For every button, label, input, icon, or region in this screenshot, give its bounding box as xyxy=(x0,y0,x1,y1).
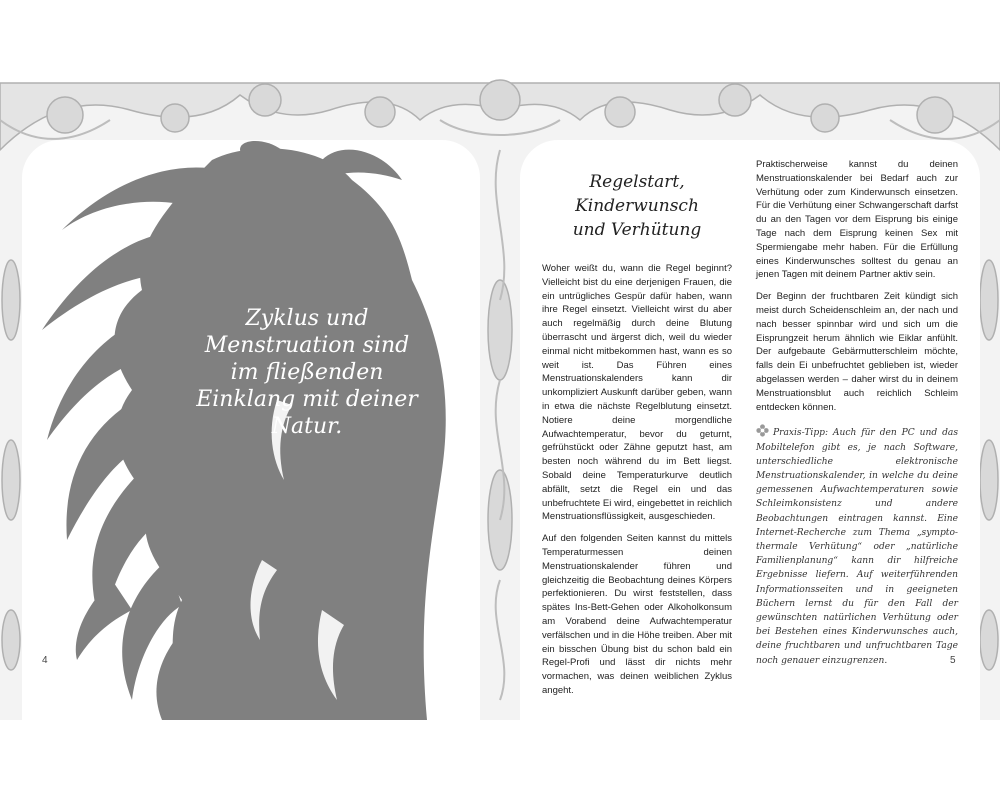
page-number-right: 5 xyxy=(950,655,956,666)
paragraph-temperaturmessen: Auf den folgenden Seiten kannst du mittels Temperaturmessen deinen Menstruationskalender führen und gleichzeitig die Beobachtung deines Körpers perfektionieren. Du wirst feststellen, dass spätes Ins-Bett-Gehen oder Alkoholkonsum am Vorabend deine Aufwachtemperatur verfälschen und in die Höhe treiben. Aber mit ein bisschen Übung bist du schon bald ein Regel-Profi und lässt dir nichts mehr vormachen, was deinen weiblichen Zyklus angeht. xyxy=(542,533,732,696)
paragraph-regelbeginn: Woher weißt du, wann die Regel beginnt? Vielleicht bist du eine derjenigen Frauen, die ein untrügliches Gespür dafür haben, wann ihre Regel einsetzt. Vielleicht wirst du aber auch regelmäßig durch deine Blutung überrascht und ärgerst dich, weil du wieder einmal nicht mitbekommen hast, wann es so weit ist. Das Führen eines Menstruationskalenders kann dir unkompliziert Auskunft darüber geben, wann in etwa die nächste Regelblutung einsetzt. Notiere deine morgendliche Aufwachtemperatur, bevor du geturnt, gefrühstückt oder Zähne geputzt hast, am besten noch während du im Bett liegst. Sobald deine Temperaturkurve deutlich abfällt, setzt die Regel ein und das unbefruchtete Ei wird, eingebettet in reichlich Menstruationsflüssigkeit, ausgeschieden. xyxy=(542,263,732,523)
cover-title: Zyklus und Menstruation sind im fließenden Einklang mit deiner Natur. xyxy=(196,306,418,439)
flower-icon xyxy=(756,424,769,437)
left-page xyxy=(22,140,480,720)
text-column-right xyxy=(756,158,958,668)
section-heading: Regelstart, Kinderwunsch und Verhütung xyxy=(572,172,702,240)
text-column-left xyxy=(542,262,732,706)
praxis-tipp-text: Praxis-Tipp: Auch für den PC und das Mobiltelefon gibt es, je nach Software, unterschiedliche elektronische Menstruationskalender, in welche du deine gemessenen Aufwachtemperaturen sowie Schleimkonsistenz und andere Beobachtungen eintragen kannst. Eine Internet-Recherche zum Thema „sympto-thermale Verhütung“ oder „natürliche Familienplanung“ kann dir hilfreiche Ergebnisse liefern. Auf weiterführenden Informationsseiten und in geeigneten Büchern lernst du für den Fall der gewünschten natürlichen Verhütung oder bei Bestehen eines Kinderwunsches auch, deine fruchtbaren und unfruchtbaren Tage noch genauer einzugrenzen. xyxy=(756,428,958,666)
page-number-left: 4 xyxy=(42,655,48,666)
praxis-tipp-box xyxy=(756,424,958,667)
paragraph-verhuetung: Praktischerweise kannst du deinen Menstruationskalender bei Bedarf auch zur Verhütung oder zum Kinderwunsch einsetzen. Für die Verhütung einer Schwangerschaft darfst du an den Tagen vor dem Eisprung bis einige Tage nach dem Eisprung keinen Sex mit Spermiengabe mehr haben. Für die Erfüllung eines Kinderwunsches solltest du genau an jenen Tagen mit deinem Partner aktiv sein. xyxy=(756,159,958,281)
paragraph-fruchtbare-zeit: Der Beginn der fruchtbaren Zeit kündigt sich meist durch Scheidenschleim an, der nach und nach besser spinnbar wird und sich um die Eisprungzeit herum ähnlich wie Eiklar anfühlt. Der aufgebaute Gebärmutterschleim möchte, falls dein Ei unbefruchtet geblieben ist, wieder abgelassen werden – daher wirst du in deinem Menstruationsblut auch reichlich Schleim entdecken können. xyxy=(756,291,958,413)
